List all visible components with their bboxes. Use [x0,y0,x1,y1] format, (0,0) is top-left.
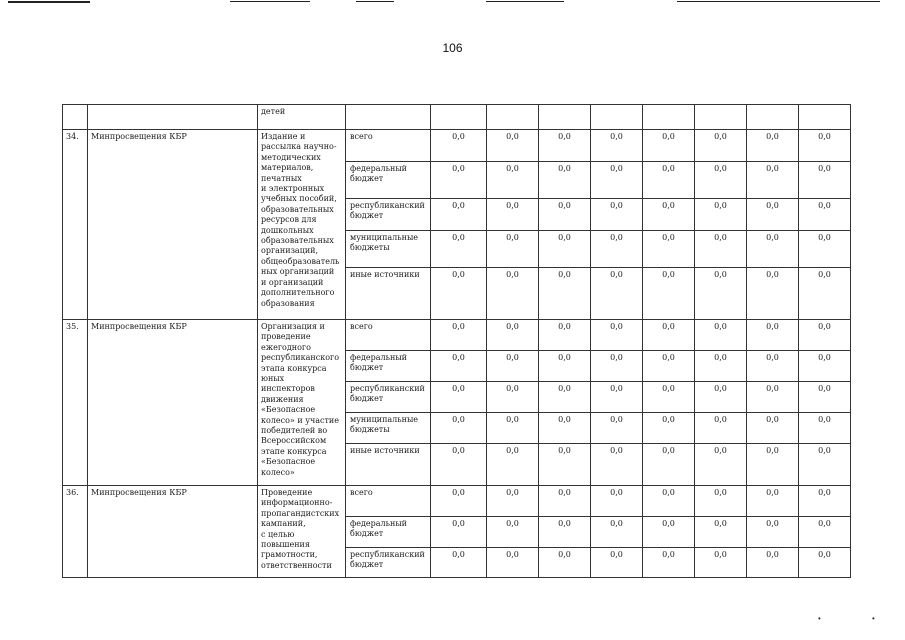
value-cell: 0,0 [539,320,591,351]
scan-mark: • [872,614,875,623]
value-cell: 0,0 [487,548,539,578]
top-rule [486,1,564,2]
value-cell: 0,0 [747,320,799,351]
value-cell: 0,0 [487,162,539,199]
value-cell: 0,0 [799,268,851,320]
scan-mark: • [818,614,821,623]
value-cell: 0,0 [591,130,643,162]
value-cell: 0,0 [695,199,747,231]
value-cell: 0,0 [539,382,591,413]
value-cell: 0,0 [591,413,643,444]
value-cell: 0,0 [431,382,487,413]
value-cell: 0,0 [695,231,747,268]
cell [431,105,487,130]
value-cell: 0,0 [591,351,643,382]
value-cell: 0,0 [431,199,487,231]
value-cell: 0,0 [591,268,643,320]
funding-source-cell: муниципальные бюджеты [346,413,431,444]
value-cell: 0,0 [747,231,799,268]
page-number: 106 [442,41,463,55]
value-cell: 0,0 [799,320,851,351]
value-cell: 0,0 [643,548,695,578]
budget-table [62,104,851,578]
value-cell: 0,0 [539,199,591,231]
cell [539,105,591,130]
value-cell: 0,0 [487,130,539,162]
value-cell: 0,0 [695,130,747,162]
cell [63,105,88,130]
top-rule [677,1,880,2]
activity-cell: Издание и рассылка научно- методических материалов, печатных и электронных учебных пособий, образовательных ресурсов для дошкольных образовательных организаций, общеобразователь ных организаций и организаций дополнительного образования [258,130,346,320]
value-cell: 0,0 [487,320,539,351]
value-cell: 0,0 [799,413,851,444]
funding-source-cell: республиканский бюджет [346,199,431,231]
value-cell: 0,0 [539,413,591,444]
value-cell: 0,0 [591,444,643,486]
value-cell: 0,0 [643,382,695,413]
table-row [63,105,851,130]
funding-source-cell: иные источники [346,444,431,486]
organization-cell: Минпросвещения КБР [88,320,258,486]
value-cell: 0,0 [695,413,747,444]
funding-source-cell: всего [346,486,431,517]
activity-cell: детей [258,105,346,130]
value-cell: 0,0 [799,548,851,578]
value-cell: 0,0 [431,548,487,578]
funding-source-cell: федеральный бюджет [346,351,431,382]
top-rule [356,1,394,2]
value-cell: 0,0 [431,162,487,199]
value-cell: 0,0 [539,548,591,578]
value-cell: 0,0 [747,517,799,548]
funding-source-cell: всего [346,130,431,162]
funding-source-cell: иные источники [346,268,431,320]
value-cell: 0,0 [747,486,799,517]
value-cell: 0,0 [747,130,799,162]
value-cell: 0,0 [747,199,799,231]
activity-cell: Организация и проведение ежегодного республиканского этапа конкурса юных инспекторов движения «Безопасное колесо» и участие победителей во Всероссийском этапе конкурса «Безопасное колесо» [258,320,346,486]
value-cell: 0,0 [747,413,799,444]
activity-cell: Проведение информационно- пропагандистских кампаний, с целью повышения грамотности, ответственности [258,486,346,578]
funding-source-cell: всего [346,320,431,351]
cell [695,105,747,130]
value-cell: 0,0 [643,444,695,486]
value-cell: 0,0 [431,268,487,320]
value-cell: 0,0 [747,382,799,413]
value-cell: 0,0 [591,320,643,351]
top-rule [8,1,90,3]
number-cell: 34. [63,130,88,320]
value-cell: 0,0 [643,199,695,231]
value-cell: 0,0 [643,413,695,444]
value-cell: 0,0 [431,130,487,162]
value-cell: 0,0 [539,486,591,517]
organization-cell: Минпросвещения КБР [88,130,258,320]
value-cell: 0,0 [539,130,591,162]
value-cell: 0,0 [799,351,851,382]
value-cell: 0,0 [643,351,695,382]
cell [747,105,799,130]
value-cell: 0,0 [539,517,591,548]
value-cell: 0,0 [695,351,747,382]
value-cell: 0,0 [695,268,747,320]
value-cell: 0,0 [431,320,487,351]
value-cell: 0,0 [539,351,591,382]
funding-source-cell: республиканский бюджет [346,548,431,578]
value-cell: 0,0 [539,162,591,199]
value-cell: 0,0 [431,517,487,548]
value-cell: 0,0 [539,231,591,268]
value-cell: 0,0 [591,517,643,548]
value-cell: 0,0 [487,382,539,413]
value-cell: 0,0 [799,486,851,517]
value-cell: 0,0 [695,382,747,413]
value-cell: 0,0 [695,548,747,578]
cell [643,105,695,130]
value-cell: 0,0 [747,351,799,382]
value-cell: 0,0 [643,231,695,268]
value-cell: 0,0 [487,486,539,517]
value-cell: 0,0 [799,162,851,199]
value-cell: 0,0 [799,444,851,486]
cell [88,105,258,130]
value-cell: 0,0 [643,517,695,548]
value-cell: 0,0 [695,517,747,548]
top-rule [230,1,310,2]
table-row [63,486,851,517]
value-cell: 0,0 [643,320,695,351]
funding-source-cell: федеральный бюджет [346,162,431,199]
value-cell: 0,0 [487,444,539,486]
number-cell: 36. [63,486,88,578]
value-cell: 0,0 [747,548,799,578]
value-cell: 0,0 [431,486,487,517]
value-cell: 0,0 [591,162,643,199]
value-cell: 0,0 [643,268,695,320]
table-row [63,130,851,162]
funding-source-cell: республиканский бюджет [346,382,431,413]
value-cell: 0,0 [591,486,643,517]
value-cell: 0,0 [799,382,851,413]
value-cell: 0,0 [539,444,591,486]
value-cell: 0,0 [487,351,539,382]
value-cell: 0,0 [431,444,487,486]
value-cell: 0,0 [799,231,851,268]
value-cell: 0,0 [695,486,747,517]
value-cell: 0,0 [747,162,799,199]
value-cell: 0,0 [431,351,487,382]
value-cell: 0,0 [487,517,539,548]
value-cell: 0,0 [431,413,487,444]
value-cell: 0,0 [643,162,695,199]
value-cell: 0,0 [487,231,539,268]
value-cell: 0,0 [539,268,591,320]
value-cell: 0,0 [591,231,643,268]
value-cell: 0,0 [487,199,539,231]
value-cell: 0,0 [747,444,799,486]
number-cell: 35. [63,320,88,486]
table-body [63,105,851,578]
funding-source-cell: муниципальные бюджеты [346,231,431,268]
value-cell: 0,0 [799,130,851,162]
value-cell: 0,0 [695,162,747,199]
value-cell: 0,0 [643,130,695,162]
value-cell: 0,0 [591,548,643,578]
table-row [63,320,851,351]
funding-source-cell: федеральный бюджет [346,517,431,548]
value-cell: 0,0 [695,444,747,486]
value-cell: 0,0 [487,413,539,444]
organization-cell: Минпросвещения КБР [88,486,258,578]
value-cell: 0,0 [591,199,643,231]
cell [591,105,643,130]
cell [487,105,539,130]
value-cell: 0,0 [799,199,851,231]
value-cell: 0,0 [695,320,747,351]
value-cell: 0,0 [643,486,695,517]
value-cell: 0,0 [487,268,539,320]
cell [346,105,431,130]
value-cell: 0,0 [591,382,643,413]
value-cell: 0,0 [747,268,799,320]
cell [799,105,851,130]
value-cell: 0,0 [799,517,851,548]
value-cell: 0,0 [431,231,487,268]
